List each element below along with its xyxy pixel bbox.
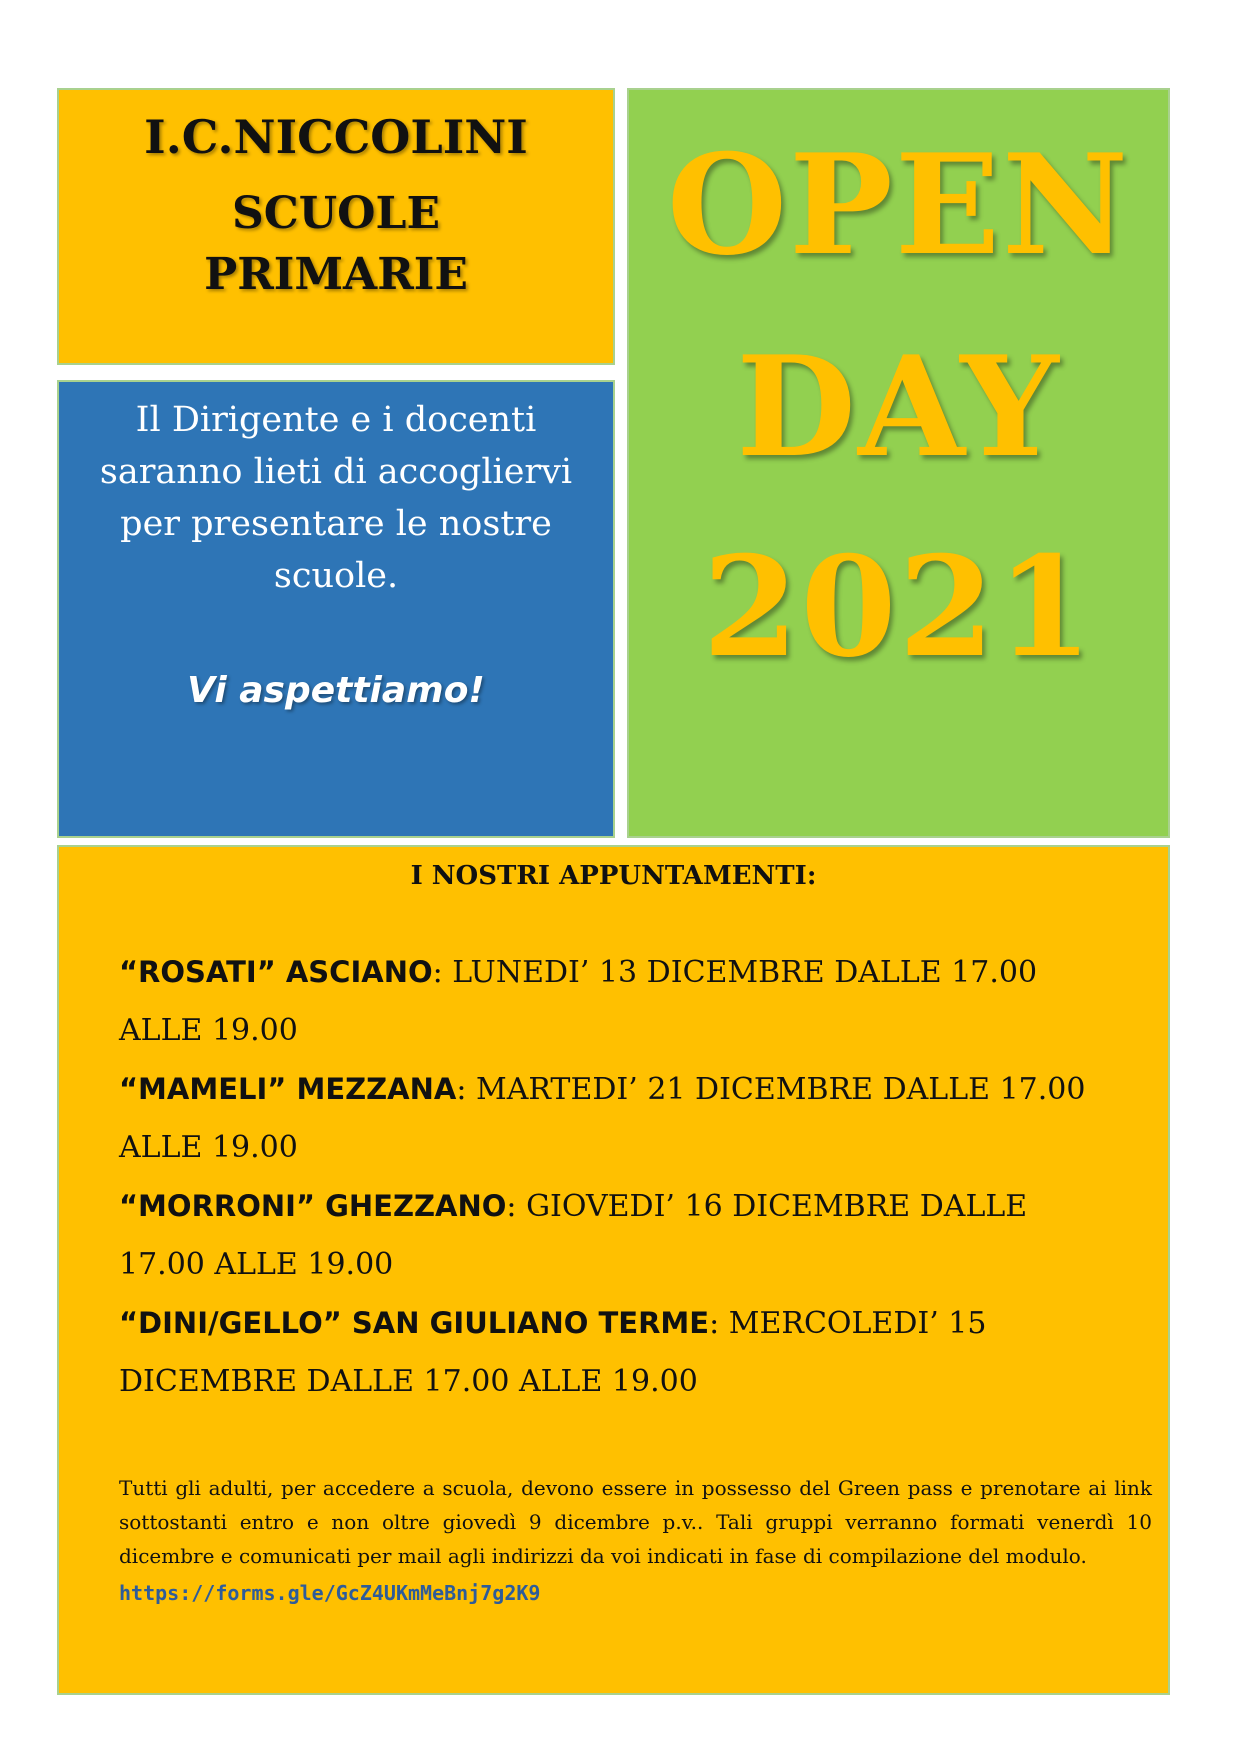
appointment-details: : MERCOLEDI’ 15 DICEMBRE DALLE 17.00 ALLE 19.00	[119, 1306, 987, 1399]
appointment-item	[119, 1060, 1118, 1177]
appointment-details: : LUNEDI’ 13 DICEMBRE DALLE 17.00 ALLE 19.00	[119, 955, 1038, 1048]
appointments-box	[57, 845, 1170, 1695]
appointments-heading: I NOSTRI APPUNTAMENTI:	[410, 861, 817, 891]
title-box	[57, 88, 615, 365]
appointments-list	[119, 943, 1118, 1411]
banner-word-open: OPEN	[666, 123, 1131, 286]
appointment-item	[119, 1294, 1118, 1411]
appointment-school: “ROSATI” ASCIANO	[119, 955, 433, 989]
intro-box	[57, 380, 615, 838]
appointment-item	[119, 1177, 1118, 1294]
intro-text: Il Dirigente e i docenti saranno lieti di accogliervi per presentare le nostre scuole.	[99, 400, 573, 596]
banner-year: 2021	[702, 525, 1095, 688]
banner-word-day: DAY	[736, 325, 1061, 488]
open-day-banner	[627, 88, 1170, 838]
booking-form-link[interactable]: https://forms.gle/GcZ4UKmMeBnj7g2K9	[119, 1581, 541, 1605]
institute-name: I.C.NICCOLINI	[144, 110, 528, 164]
appointment-school: “MORRONI” GHEZZANO	[119, 1189, 507, 1223]
booking-note: Tutti gli adulti, per accedere a scuola, devono essere in possesso del Green pass e prenotare ai link sottostanti entro e non oltre giovedì 9 dicembre p.v.. Tali gruppi verranno formati venerdì 10 dicembre e comunicati per mail agli indirizzi da voi indicati in fase di compilazione del modulo.	[119, 1476, 1152, 1568]
appointment-details: : GIOVEDI’ 16 DICEMBRE DALLE 17.00 ALLE 19.00	[119, 1189, 1028, 1282]
appointment-details: : MARTEDI’ 21 DICEMBRE DALLE 17.00 ALLE 19.00	[119, 1072, 1086, 1165]
primary-label: PRIMARIE	[204, 249, 468, 300]
appointment-item	[119, 943, 1118, 1060]
schools-label: SCUOLE	[232, 188, 440, 239]
appointment-school: “DINI/GELLO” SAN GIULIANO TERME	[119, 1306, 710, 1340]
greeting-text: Vi aspettiamo!	[187, 670, 485, 711]
appointment-school: “MAMELI” MEZZANA	[119, 1072, 457, 1106]
